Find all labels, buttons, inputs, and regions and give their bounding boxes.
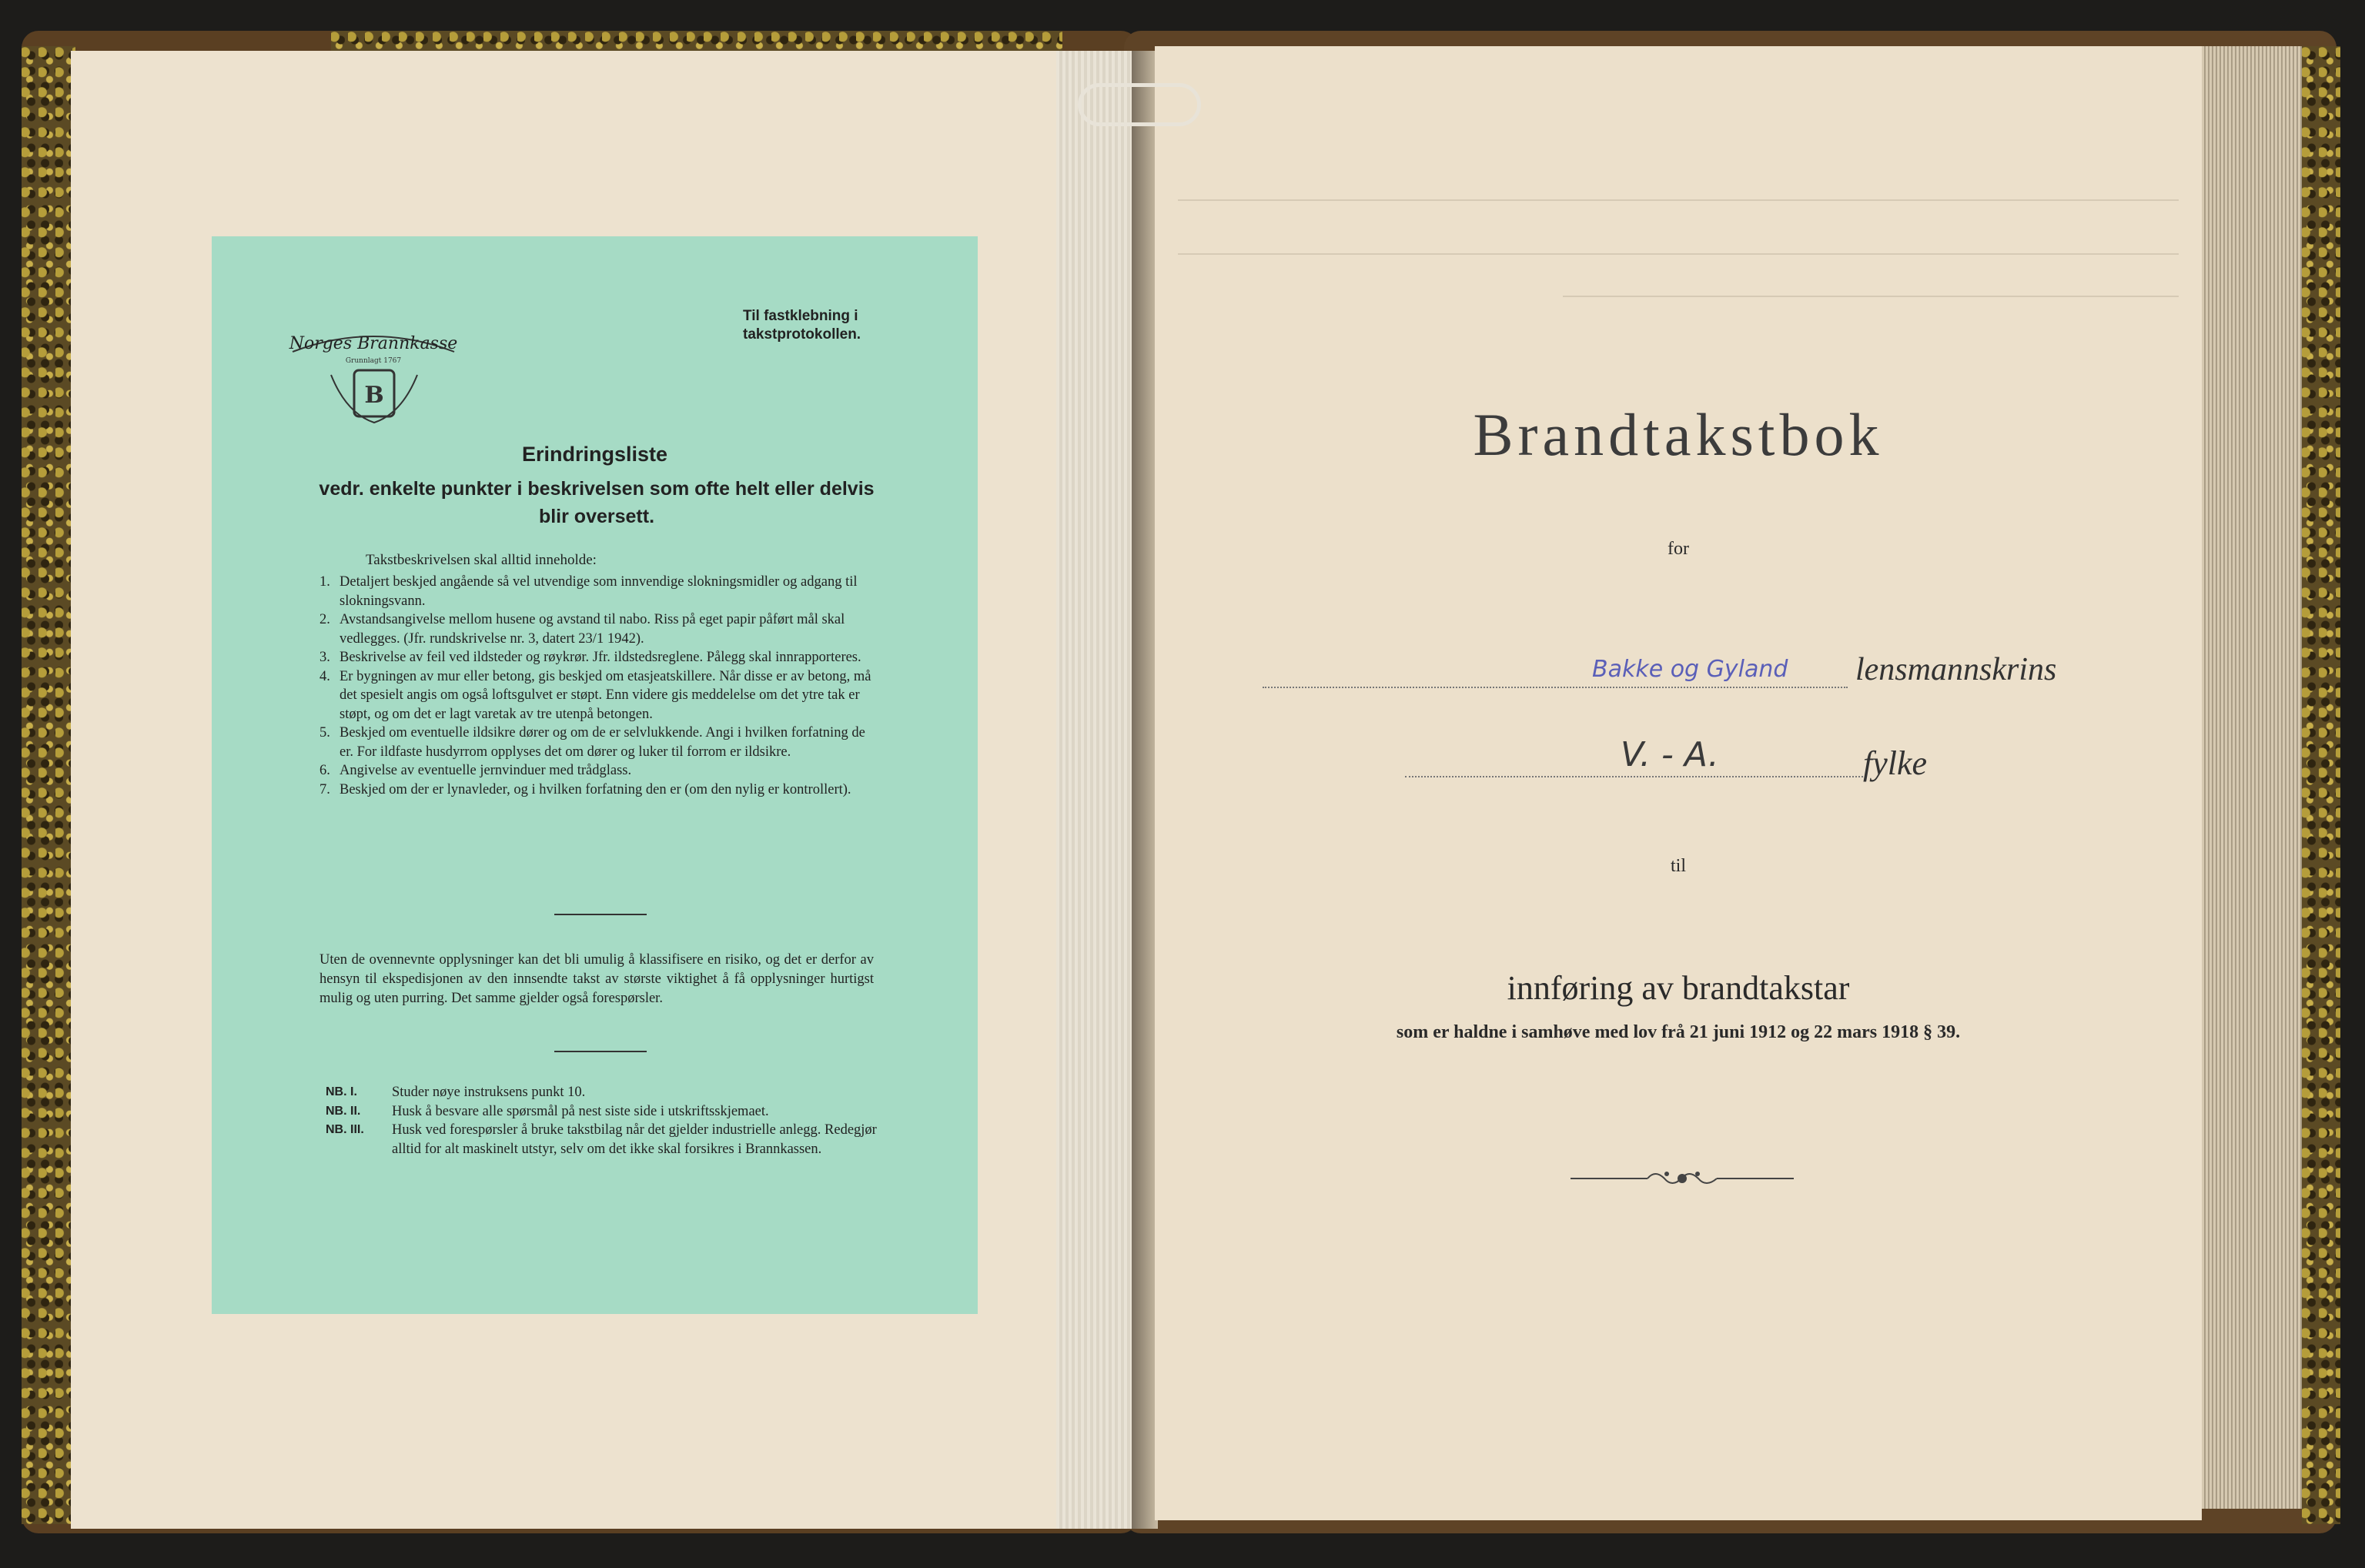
list-item: 3. Beskrivelse av feil ved ildsteder og røykrør. Jfr. ildstedsreglene. Pålegg skal innrapporteres. <box>319 650 861 665</box>
fylke-label: fylke <box>1863 744 1928 782</box>
page-edges <box>2202 46 2302 1509</box>
divider <box>554 1051 647 1052</box>
svg-text:Grunnlagt 1767: Grunnlagt 1767 <box>345 357 402 365</box>
marbled-endpaper-right <box>2302 46 2340 1524</box>
handwritten-district: Bakke og Gyland <box>1592 656 1788 683</box>
list-item: 7. Beskjed om der er lynavleder, og i hvilken forfatning den er (om den nylig er kontrollert). <box>319 781 851 797</box>
handwritten-county: V. - A. <box>1621 735 1719 774</box>
binding-thread <box>1078 83 1201 126</box>
ornament-icon <box>1571 1165 1794 1192</box>
list-item: NB. I. Studer nøye instruksens punkt 10. <box>326 1085 586 1100</box>
page-gutter <box>1132 51 1158 1529</box>
show-through-lines <box>1178 142 2179 319</box>
page-subheading: som er haldne i samhøve med lov frå 21 juni 1912 og 22 mars 1918 § 39. <box>1396 1022 1961 1042</box>
lensmannskrins-label: lensmannskrins <box>1855 652 2057 687</box>
county-fill-line <box>1405 776 1863 777</box>
brannkasse-logo-icon <box>285 321 462 429</box>
district-fill-line <box>1263 687 1848 688</box>
divider <box>554 914 647 915</box>
list-item: NB. III. Husk ved forespørsler å bruke takstbilag når det gjelder industrielle anlegg. Redegjør alltid for alt maskinelt utstyr, selv om det ikke skal forsikres i Brannkassen. <box>326 1122 877 1157</box>
reminder-leaflet <box>212 236 978 1314</box>
book-title: Brandtakstbok <box>1473 401 1884 468</box>
attachment-note: Til fastklebning i takstprotokollen. <box>743 308 861 343</box>
svg-text:Norges Brannkasse: Norges Brannkasse <box>289 334 458 353</box>
checklist <box>319 573 874 799</box>
list-item: 4. Er bygningen av mur eller betong, gis beskjed om etasjeatskillere. Når disse er av betong, må det spesielt angis om også loftsgulvet er støpt. Enn videre gis meddelelse om det ytre tak er støpt, og om det er lagt varetak av tre utenpå betongen. <box>319 668 871 722</box>
list-item: 2. Avstandsangivelse mellom husene og avstand til nabo. Riss på eget papir påført mål skal vedlegges. (Jfr. rundskrivelse nr. 3, datert 23/1 1942). <box>319 612 845 647</box>
for-label: for <box>1668 539 1689 559</box>
list-item: 1. Detaljert beskjed angående så vel utvendige som innvendige slokningsmidler og adgang til slokningsvann. <box>319 574 858 609</box>
page-heading: innføring av brandtakstar <box>1507 969 1850 1007</box>
leaflet-title: Erindringsliste <box>521 443 668 466</box>
list-item: 5. Beskjed om eventuelle ildsikre dører og om de er selvlukkende. Angi i hvilken forfatning de er. For ildfaste husdyrrom opplyses det om dører og luker til forrom er ildsikre. <box>319 725 865 760</box>
list-item: 6. Angivelse av eventuelle jernvinduer med trådglass. <box>319 763 632 778</box>
til-label: til <box>1670 856 1686 876</box>
leaflet-subtitle: vedr. enkelte punkter i beskrivelsen som ofte helt eller delvis blir oversett. <box>319 478 875 527</box>
leaflet-intro: Takstbeskrivelsen skal alltid inneholde: <box>366 552 597 568</box>
nb-notes <box>326 1083 880 1158</box>
marbled-endpaper-left <box>22 46 75 1524</box>
leaflet-paragraph: Uten de ovennevnte opplysninger kan det bli umulig å klassifisere en risiko, og det er derfor av hensyn til ekspedisjonen av den innsendte takst av største viktighet å få opplysninger hurtigst mulig og uten purring. Det samme gjelder også forespørsler. <box>319 952 874 1006</box>
list-item: NB. II. Husk å besvare alle spørsmål på nest siste side i utskriftsskjemaet. <box>326 1103 769 1119</box>
svg-text:B: B <box>364 382 384 409</box>
spine-cloth <box>1056 51 1133 1529</box>
